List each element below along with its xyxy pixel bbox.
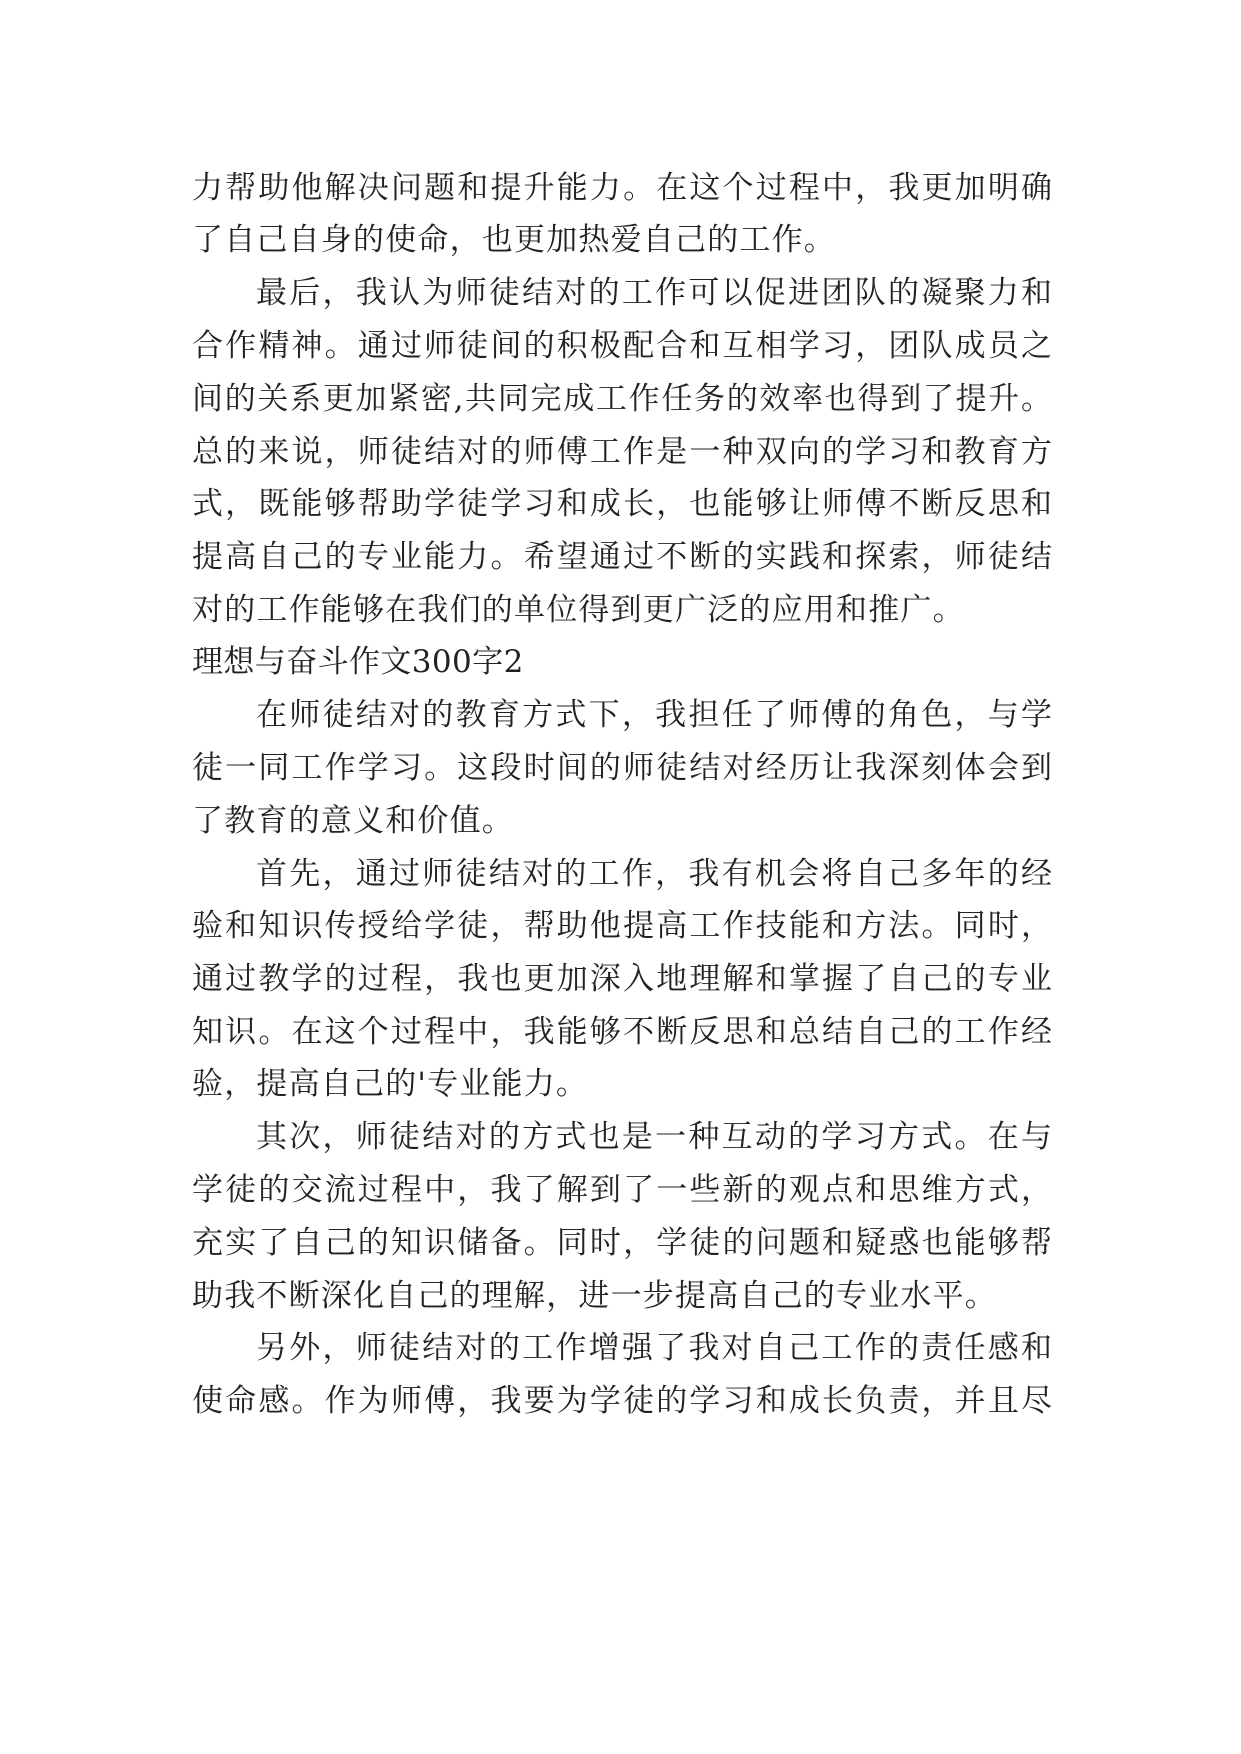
text-line: 学徒的交流过程中，我了解到了一些新的观点和思维方式， — [192, 1172, 1052, 1208]
text-line: 通过教学的过程，我也更加深入地理解和掌握了自己的专业 — [192, 961, 1052, 997]
text-line: 助我不断深化自己的理解，进一步提高自己的专业水平。 — [192, 1278, 997, 1314]
section-heading: 理想与奋斗作文300字2 — [192, 644, 524, 680]
text-line: 对的工作能够在我们的单位得到更广泛的应用和推广。 — [192, 592, 965, 628]
text-line: 验和知识传授给学徒，帮助他提高工作技能和方法。同时， — [192, 908, 1052, 944]
text-line: 提高自己的专业能力。希望通过不断的实践和探索，师徒结 — [192, 539, 1052, 575]
text-line: 知识。在这个过程中，我能够不断反思和总结自己的工作经 — [192, 1014, 1052, 1050]
paragraph-first-line: 首先，通过师徒结对的工作，我有机会将自己多年的经 — [256, 856, 1052, 892]
text-line: 徒一同工作学习。这段时间的师徒结对经历让我深刻体会到 — [192, 750, 1052, 786]
paragraph-first-line: 其次，师徒结对的方式也是一种互动的学习方式。在与 — [256, 1119, 1052, 1155]
text-line: 了教育的意义和价值。 — [192, 803, 514, 839]
text-line: 验，提高自己的'专业能力。 — [192, 1066, 589, 1102]
text-line: 力帮助他解决问题和提升能力。在这个过程中，我更加明确 — [192, 170, 1052, 206]
text-line: 间的关系更加紧密,共同完成工作任务的效率也得到了提升。 — [192, 381, 1052, 417]
paragraph-first-line: 另外，师徒结对的工作增强了我对自己工作的责任感和 — [256, 1330, 1052, 1366]
text-line: 充实了自己的知识储备。同时，学徒的问题和疑惑也能够帮 — [192, 1225, 1052, 1261]
text-line: 合作精神。通过师徒间的积极配合和互相学习，团队成员之 — [192, 328, 1052, 364]
text-line: 总的来说，师徒结对的师傅工作是一种双向的学习和教育方 — [192, 434, 1052, 470]
text-line: 式，既能够帮助学徒学习和成长，也能够让师傅不断反思和 — [192, 486, 1052, 522]
paragraph-first-line: 在师徒结对的教育方式下，我担任了师傅的角色，与学 — [256, 697, 1052, 733]
text-line: 了自己自身的使命，也更加热爱自己的工作。 — [192, 222, 836, 258]
text-line: 使命感。作为师傅，我要为学徒的学习和成长负责，并且尽 — [192, 1383, 1052, 1419]
paragraph-first-line: 最后，我认为师徒结对的工作可以促进团队的凝聚力和 — [256, 275, 1052, 311]
